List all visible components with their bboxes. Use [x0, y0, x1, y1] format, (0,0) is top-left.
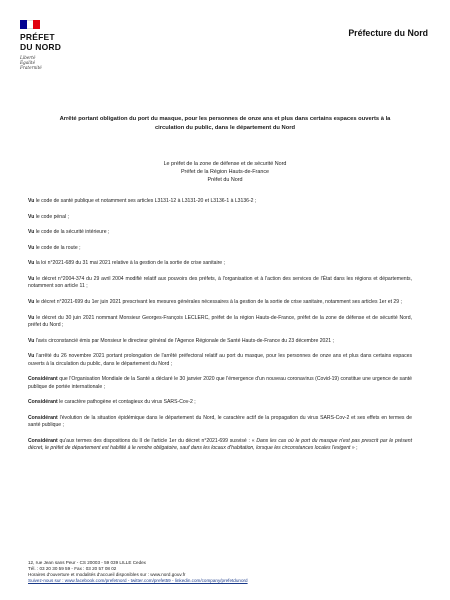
authority-line: Préfet du Nord: [207, 176, 243, 183]
paragraph-lead: Vu: [28, 298, 35, 305]
body-paragraph: [28, 376, 412, 391]
motto-egalite: Égalité: [20, 60, 36, 65]
paragraph-lead: Considérant: [28, 376, 58, 383]
footer-hours: Horaires d'ouverture et modalités d'accueil disponibles sur : www.nord.gouv.fr: [28, 572, 186, 578]
paragraph-lead: Considérant: [28, 437, 58, 444]
flag-red-band: [33, 20, 40, 29]
body-paragraph: [28, 415, 412, 430]
body-paragraph: [28, 276, 412, 291]
body-paragraph: [28, 198, 412, 205]
footer-address: 12, rue Jean sans Peur - CS 20003 - 59 039 LILLE Cedex: [28, 560, 146, 565]
flag-blue-band: [20, 20, 27, 29]
paragraph-lead: Vu: [28, 314, 35, 321]
body-paragraph: [28, 399, 412, 406]
paragraph-lead: Vu: [28, 229, 35, 236]
paragraph-text: le code de la sécurité intérieure ;: [34, 229, 110, 236]
flag-white-band: [27, 20, 34, 29]
paragraph-text: que l'Organisation Mondiale de la Santé a déclaré le 30 janvier 2020 que l'émergence d'un nouveau coronavirus (Covid-19) constitue une urgence de santé publique de portée internationale ;: [28, 376, 412, 390]
paragraph-lead: Vu: [28, 260, 35, 267]
paragraph-text: le code pénal ;: [34, 213, 69, 220]
body-paragraph: [28, 299, 412, 306]
paragraph-text: l'évolution de la situation épidémique dans le département du Nord, le caractère actif de la propagation du virus SARS-Cov-2 et ses effets en termes de santé publique ;: [28, 414, 412, 429]
paragraph-text: le code de la route ;: [34, 244, 81, 251]
paragraph-lead: Vu: [28, 213, 35, 220]
paragraph-text: l'avis circonstancié émis par Monsieur le directeur général de l'Agence Régionale de Santé Hauts-de-France du 23 décembre 2021 ;: [34, 337, 334, 344]
body-paragraph: [28, 353, 412, 368]
paragraph-text: qu'aux termes des dispositions du II de l'article 1er du décret n°2021-699 susvisé : «: [57, 437, 257, 444]
paragraph-lead: Vu: [28, 244, 35, 251]
authority-line: Le préfet de la zone de défense et de sécurité Nord: [163, 161, 287, 167]
motto-fraternite: Fraternité: [20, 65, 42, 70]
paragraph-lead: Vu: [28, 198, 35, 204]
body-paragraph: [28, 315, 412, 330]
page-footer: [28, 560, 248, 584]
paragraph-lead: Vu: [28, 275, 35, 282]
footer-phone: Tél. : 03 20 30 59 59 - Fax : 03 20 57 08 02: [28, 566, 117, 572]
body-paragraph: [28, 214, 412, 221]
footer-social-links[interactable]: Suivez-nous sur : www.facebook.com/prefetnord - twitter.com/prefet59 - linkedin.com/company/prefetdunord: [28, 578, 248, 584]
paragraph-text: la loi n°2021-689 du 31 mai 2021 relative à la gestion de la sortie de crise sanitaire ;: [34, 260, 225, 267]
paragraph-text: le caractère pathogène et contagieux du virus SARS-Cov-2 ;: [57, 399, 196, 406]
body-paragraph: [28, 438, 412, 453]
paragraph-text: le code de santé publique et notamment ses articles L3131-12 à L3131-20 et L3136-1 à L3136-2 ;: [34, 198, 257, 204]
paragraph-text: le décret n°2004-374 du 29 avril 2004 modifié relatif aux pouvoirs des préfets, à l'organisation et à l'action des services de l'État dans les régions et départements, notamment son article 11 ;: [28, 275, 412, 290]
paragraph-lead: Vu: [28, 353, 35, 360]
paragraph-text: l'arrêté du 26 novembre 2021 portant prolongation de l'arrêté préfectoral relatif au port du masque, pour les personnes de onze ans et plus dans certains espaces ouverts à la circulation du public, dans le département du Nord ;: [28, 353, 412, 367]
prefecture-logo: [20, 20, 100, 70]
decree-title: Arrêté portant obligation du port du masque, pour les personnes de onze ans et plus dans certains espaces ouverts à la circulation du public, dans le département du Nord: [59, 116, 391, 131]
authority-line: Préfet de la Région Hauts-de-France: [180, 168, 270, 175]
paragraph-tail: » ;: [350, 445, 358, 452]
republic-motto: [20, 55, 100, 70]
issuer-name: Préfecture du Nord: [348, 28, 428, 38]
paragraph-quote: Dans les cas où le port du masque n'est pas prescrit par le présent décret, le préfet de département est habilité à le rendre obligatoire, sauf dans les locaux d'habitation, lorsque les circonstances locales l'exigent: [28, 437, 412, 452]
decree-body: [28, 198, 412, 461]
paragraph-text: le décret du 30 juin 2021 nommant Monsieur Georges-François LECLERC, préfet de la région Hauts-de-France, préfet de la zone de défense et de sécurité Nord, préfet du Nord ;: [28, 314, 412, 328]
authority-block: [100, 161, 350, 184]
paragraph-lead: Considérant: [28, 414, 58, 421]
body-paragraph: [28, 260, 412, 267]
body-paragraph: [28, 245, 412, 252]
org-name-line1: PRÉFET: [20, 32, 55, 42]
org-name-line2: DU NORD: [20, 42, 62, 52]
paragraph-text: le décret n°2021-699 du 1er juin 2021 prescrivant les mesures générales nécessaires à la gestion de la sortie de crise sanitaire, notamment ses articles 1er et 29 ;: [34, 298, 402, 305]
paragraph-lead: Vu: [28, 337, 35, 344]
body-paragraph: [28, 338, 412, 345]
tricolor-flag-icon: [20, 20, 40, 29]
motto-liberte: Liberté: [20, 55, 36, 60]
paragraph-lead: Considérant: [28, 399, 58, 406]
body-paragraph: [28, 229, 412, 236]
